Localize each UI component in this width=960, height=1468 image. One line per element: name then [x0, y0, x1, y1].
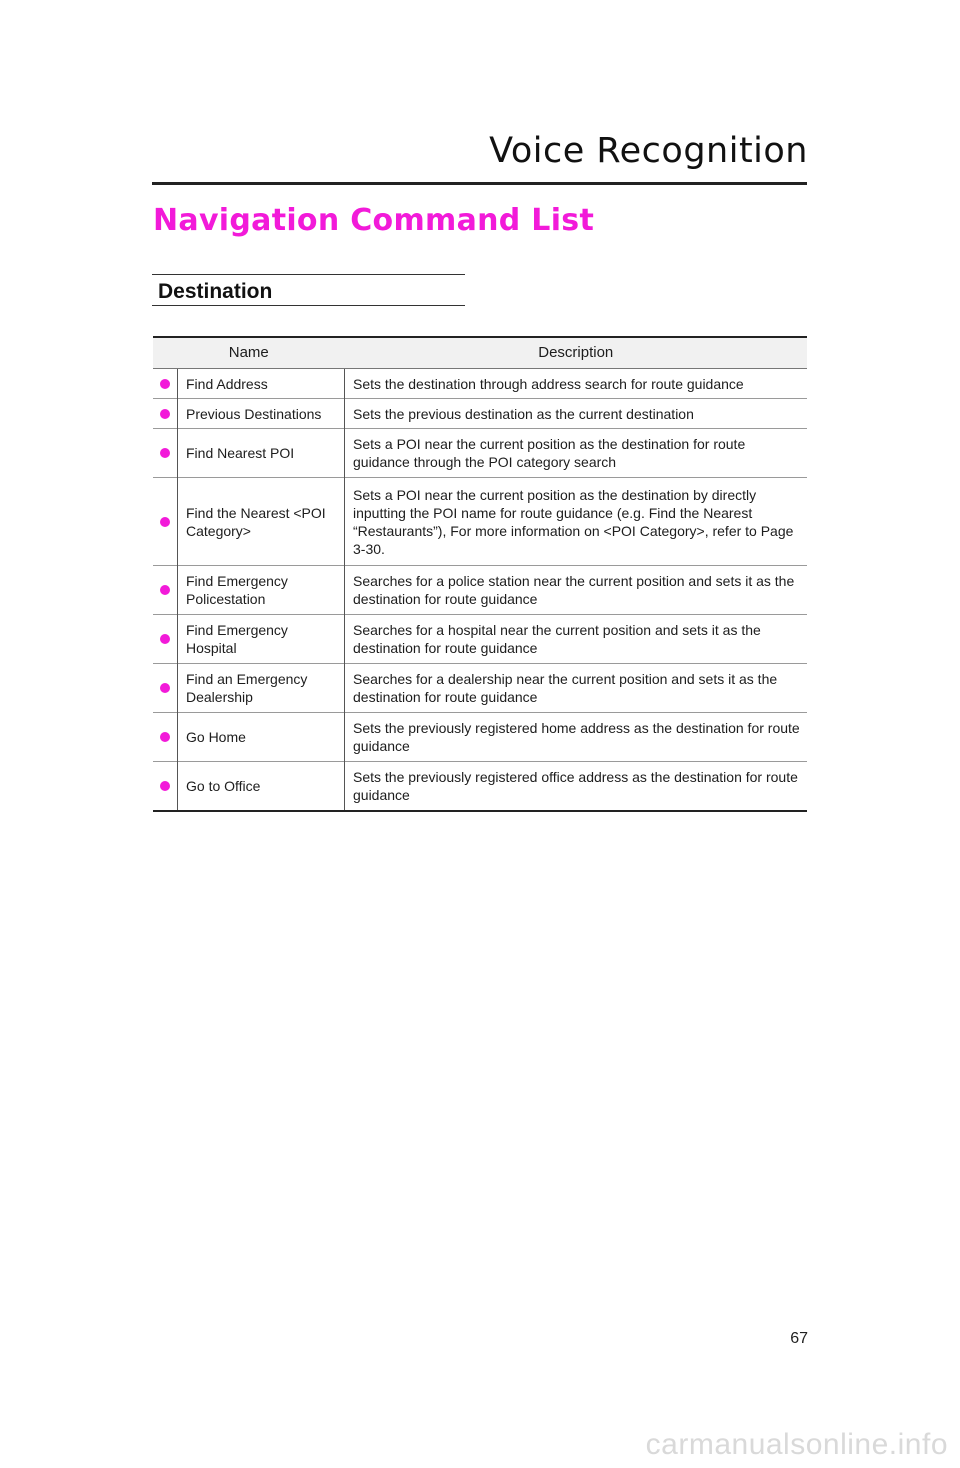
page-number: 67 — [790, 1330, 808, 1347]
command-description: Sets the previously registered home address as the destination for route guidance — [345, 713, 808, 762]
subsection-title: Destination — [158, 280, 273, 303]
command-description: Sets a POI near the current position as the destination by directly inputting the POI name for route guidance (e.g. Find the Nearest “Restaurants”), For more information on <POI Category>, refer to Page 3-30. — [345, 478, 808, 566]
bullet-dot-icon — [160, 379, 170, 389]
bullet-cell — [153, 713, 178, 762]
bullet-cell — [153, 762, 178, 811]
command-name: Go to Office — [178, 762, 345, 811]
command-description: Sets the previously registered office address as the destination for route guidance — [345, 762, 808, 811]
bullet-dot-icon — [160, 448, 170, 458]
command-name: Find Address — [178, 369, 345, 399]
bullet-dot-icon — [160, 683, 170, 693]
watermark: carmanualsonline.info — [645, 1428, 948, 1461]
column-header-name: Name — [153, 337, 345, 369]
table-row — [153, 615, 807, 664]
command-name: Find Emergency Policestation — [178, 566, 345, 615]
subsection-heading — [152, 274, 465, 306]
command-name: Find the Nearest <POI Category> — [178, 478, 345, 566]
command-name: Go Home — [178, 713, 345, 762]
table-header-row — [153, 337, 807, 369]
bullet-dot-icon — [160, 585, 170, 595]
bullet-dot-icon — [160, 517, 170, 527]
section-title: Navigation Command List — [153, 203, 595, 238]
command-description: Sets a POI near the current position as the destination for route guidance through the POI category search — [345, 429, 808, 478]
bullet-dot-icon — [160, 732, 170, 742]
header-divider — [152, 182, 807, 185]
command-description: Searches for a hospital near the current position and sets it as the destination for route guidance — [345, 615, 808, 664]
table-row — [153, 762, 807, 811]
table-row — [153, 664, 807, 713]
table-row — [153, 478, 807, 566]
bullet-cell — [153, 664, 178, 713]
command-name: Previous Destinations — [178, 399, 345, 429]
bullet-cell — [153, 429, 178, 478]
command-description: Sets the previous destination as the current destination — [345, 399, 808, 429]
command-name: Find an Emergency Dealership — [178, 664, 345, 713]
bullet-cell — [153, 399, 178, 429]
bullet-cell — [153, 615, 178, 664]
table-row — [153, 429, 807, 478]
bullet-cell — [153, 566, 178, 615]
table-row — [153, 399, 807, 429]
bullet-cell — [153, 478, 178, 566]
chapter-title: Voice Recognition — [489, 131, 808, 171]
bullet-dot-icon — [160, 781, 170, 791]
table-row — [153, 713, 807, 762]
command-name: Find Emergency Hospital — [178, 615, 345, 664]
command-description: Searches for a police station near the current position and sets it as the destination for route guidance — [345, 566, 808, 615]
command-description: Searches for a dealership near the current position and sets it as the destination for route guidance — [345, 664, 808, 713]
bullet-dot-icon — [160, 409, 170, 419]
table-row — [153, 369, 807, 399]
bullet-dot-icon — [160, 634, 170, 644]
bullet-cell — [153, 369, 178, 399]
table-row — [153, 566, 807, 615]
command-table — [153, 336, 807, 812]
command-description: Sets the destination through address search for route guidance — [353, 375, 744, 392]
command-name: Find Nearest POI — [178, 429, 345, 478]
column-header-description: Description — [345, 337, 808, 369]
